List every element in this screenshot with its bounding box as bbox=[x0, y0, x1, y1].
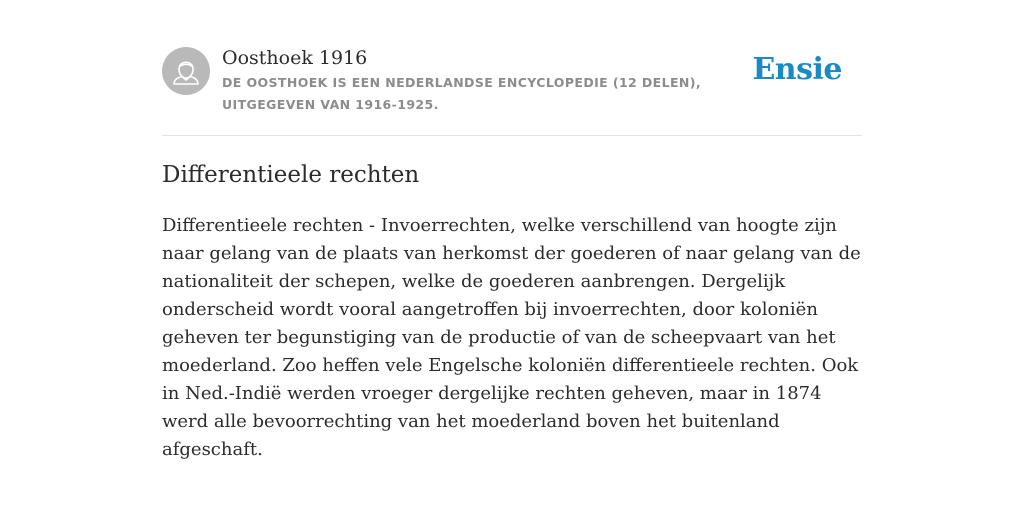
page-container bbox=[162, 0, 862, 460]
source-avatar[interactable] bbox=[162, 47, 210, 95]
article-title: Differentieele rechten bbox=[162, 162, 420, 188]
brand-logo[interactable]: Ensie bbox=[752, 52, 842, 87]
source-header bbox=[162, 0, 862, 136]
user-silhouette-icon bbox=[162, 47, 210, 95]
source-title[interactable]: Oosthoek 1916 bbox=[222, 47, 368, 69]
article-body: Differentieele rechten - Invoerrechten, welke verschillend van hoogte zijn naar gelang van de plaats van herkomst der goederen of naar gelang van de nationaliteit der schepen, welke de goederen aanbrengen. Dergelijk onderscheid wordt vooral aangetroffen bij invoerrechten, door koloniën geheven ter begunstiging van de productie of van de scheepvaart van het moederland. Zoo heffen vele Engelsche koloniën differentieele rechten. Ook in Ned.-Indië werden vroeger dergelijke rechten geheven, maar in 1874 werd alle bevoorrechting van het moederland boven het buitenland afgeschaft. bbox=[162, 215, 861, 460]
source-description: DE OOSTHOEK IS EEN NEDERLANDSE ENCYCLOPEDIE (12 DELEN), UITGEGEVEN VAN 1916-1925. bbox=[222, 75, 702, 112]
